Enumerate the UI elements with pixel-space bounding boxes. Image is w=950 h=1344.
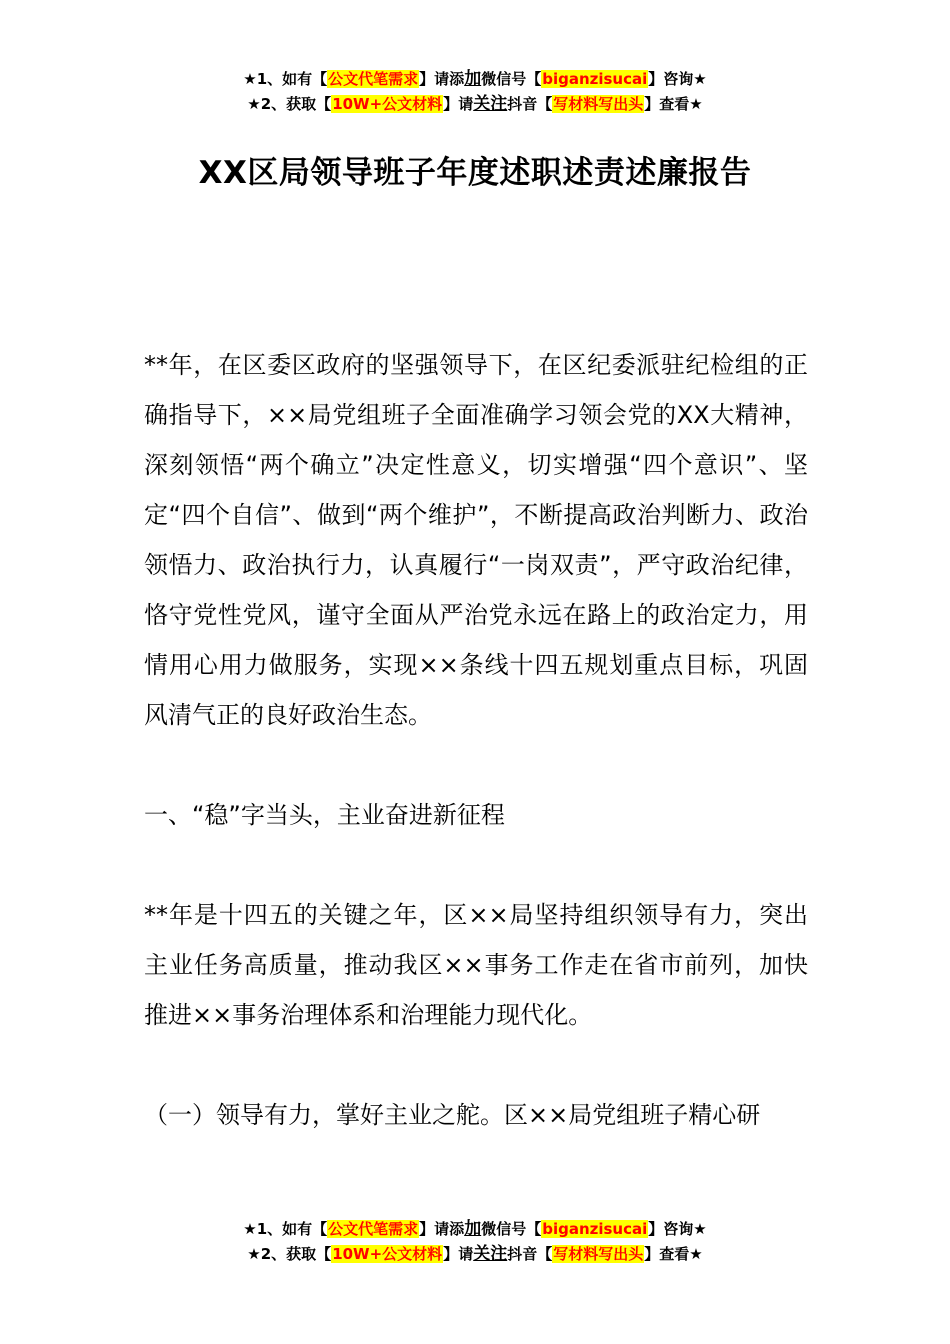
banner-emphasis: 加 <box>464 1219 482 1239</box>
highlight-materials: 10W+公文材料 <box>332 95 443 113</box>
banner-text: 】咨询★ <box>648 1220 707 1238</box>
banner-text: 】请添 <box>419 70 465 88</box>
banner-text: ★2、获取【 <box>247 95 332 113</box>
banner-text: 微信号【 <box>481 70 542 88</box>
banner-text: 】咨询★ <box>648 70 707 88</box>
document-title: XX区局领导班子年度述职述责述廉报告 <box>198 155 752 191</box>
footer-banner <box>0 1217 950 1267</box>
banner-text: ★2、获取【 <box>247 1245 332 1263</box>
banner-text: 】查看★ <box>644 1245 703 1263</box>
banner-text: 微信号【 <box>481 1220 542 1238</box>
highlight-douyin-account: 写材料写出头 <box>553 1245 644 1263</box>
paragraph-section-intro: **年是十四五的关键之年，区××局坚持组织领导有力，突出主业任务高质量，推动我区××事务工作走在省市前列，加快推进××事务治理体系和治理能力现代化。 <box>144 901 808 1029</box>
highlight-service: 公文代笔需求 <box>328 70 419 88</box>
banner-text: 】请 <box>443 95 474 113</box>
highlight-materials: 10W+公文材料 <box>332 1245 443 1263</box>
highlight-service: 公文代笔需求 <box>328 1220 419 1238</box>
section-heading: 一、“稳”字当头，主业奋进新征程 <box>144 801 505 829</box>
highlight-wechat-id: biganzisucai <box>542 70 648 88</box>
banner-text: 】查看★ <box>644 95 703 113</box>
header-banner <box>0 67 950 117</box>
highlight-wechat-id: biganzisucai <box>542 1220 648 1238</box>
banner-line-1 <box>0 1217 950 1242</box>
banner-text: ★1、如有【 <box>243 70 328 88</box>
document-body <box>144 340 808 1140</box>
paragraph-intro: **年，在区委区政府的坚强领导下，在区纪委派驻纪检组的正确指导下，××局党组班子全面准确学习领会党的XX大精神，深刻领悟“两个确立”决定性意义，切实增强“四个意识”、坚定“四个自信”、做到“两个维护”，不断提高政治判断力、政治领悟力、政治执行力，认真履行“一岗双责”，严守政治纪律，恪守党性党风，谨守全面从严治党永远在路上的政治定力，用情用心用力做服务，实现××条线十四五规划重点目标，巩固风清气正的良好政治生态。 <box>144 351 808 729</box>
banner-line-1 <box>0 67 950 92</box>
banner-emphasis: 关注 <box>473 94 508 114</box>
highlight-douyin-account: 写材料写出头 <box>553 95 644 113</box>
banner-text: 】请 <box>443 1245 474 1263</box>
banner-text: 抖音【 <box>507 1245 553 1263</box>
banner-line-2 <box>0 92 950 117</box>
banner-text: ★1、如有【 <box>243 1220 328 1238</box>
banner-emphasis: 关注 <box>473 1244 508 1264</box>
banner-text: 抖音【 <box>507 95 553 113</box>
paragraph-subsection: （一）领导有力，掌好主业之舵。区××局党组班子精心研 <box>144 1101 761 1129</box>
banner-emphasis: 加 <box>464 69 482 89</box>
banner-text: 】请添 <box>419 1220 465 1238</box>
banner-line-2 <box>0 1242 950 1267</box>
